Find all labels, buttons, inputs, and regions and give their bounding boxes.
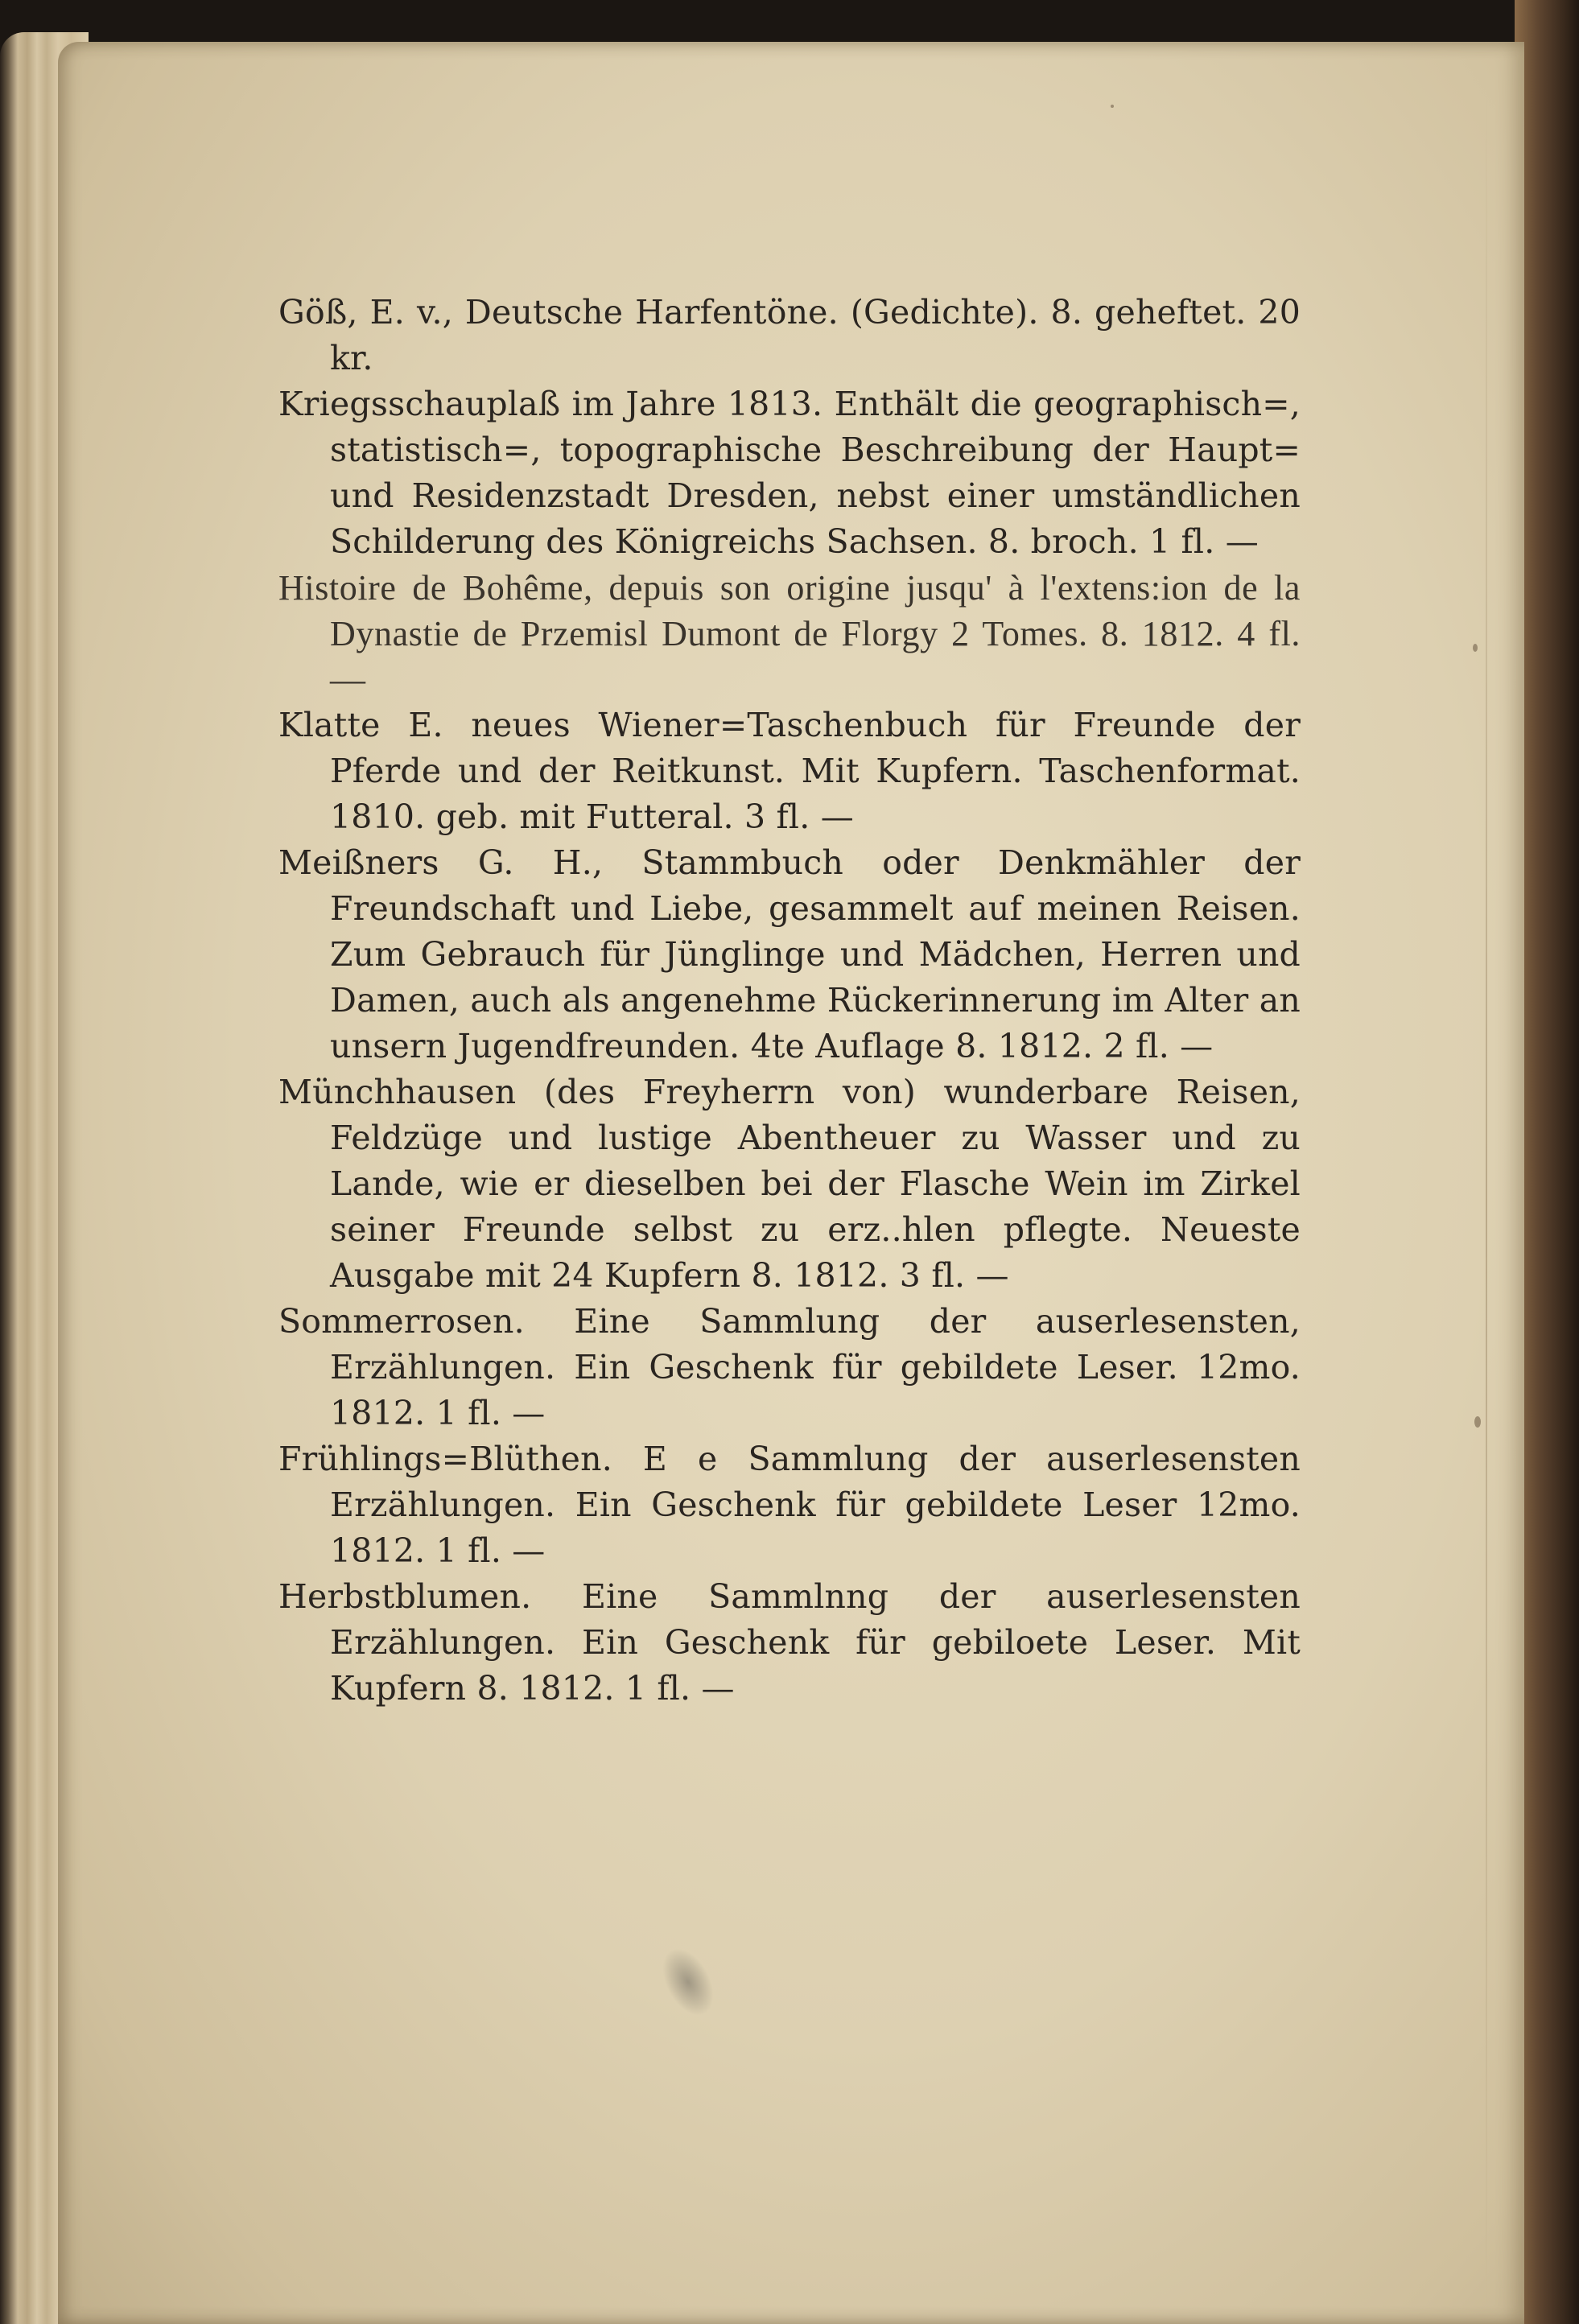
catalog-entry: Sommerrosen. Eine Sammlung der auserlesensten, Erzählungen. Ein Geschenk für gebildete Leser. 12mo. 1812. 1 fl. — [278, 1302, 1301, 1432]
page-fold [1486, 90, 1487, 2311]
catalog-entry: Histoire de Bohême, depuis son origine jusqu' à l'extens:ion de la Dynastie de Przemisl Dumont de Florgy 2 Tomes. 8. 1812. 4 fl. — [278, 568, 1301, 699]
catalog-entry: Münchhausen (des Freyherrn von) wunderbare Reisen, Feldzüge und lustige Abentheuer zu Wasser und zu Lande, wie er dieselben bei der Flasche Wein im Zirkel seiner Freunde selbst zu erz..hlen pflegte. Neueste Ausgabe mit 24 Kupfern 8. 1812. 3 fl. — [278, 1073, 1301, 1295]
catalog-entry: Klatte E. neues Wiener=Taschenbuch für Freunde der Pferde und der Reitkunst. Mit Kupfern. Taschenformat. 1810. geb. mit Futteral. 3 fl. — [278, 706, 1301, 836]
catalog-entry: Göß, E. v., Deutsche Harfentöne. (Gedichte). 8. geheftet. 20 kr. [278, 293, 1301, 377]
catalog-entry: Meißners G. H., Stammbuch oder Denkmähler der Freundschaft und Liebe, gesammelt auf meinen Reisen. Zum Gebrauch für Jünglinge und Mädchen, Herren und Damen, auch als angenehme Rückerinnerung im Alter an unsern Jugendfreunden. 4te Auflage 8. 1812. 2 fl. — [278, 843, 1301, 1065]
catalog-entry: Herbstblumen. Eine Sammlnng der auserlesensten Erzählungen. Ein Geschenk für gebiloete Leser. Mit Kupfern 8. 1812. 1 fl. — [278, 1577, 1301, 1708]
paper-speck [1111, 105, 1114, 108]
catalog-text [278, 290, 1301, 1712]
catalog-entry: Frühlings=Blüthen. E e Sammlung der auserlesensten Erzählungen. Ein Geschenk für gebildete Leser 12mo. 1812. 1 fl. — [278, 1440, 1301, 1570]
catalog-entry: Kriegsschauplaß im Jahre 1813. Enthält die geographisch=, statistisch=, topographische Beschreibung der Haupt= und Residenzstadt Dresden, nebst einer umständlichen Schilderung des Königreichs Sachsen. 8. broch. 1 fl. — [278, 385, 1301, 561]
book-binding [1515, 0, 1579, 2324]
paper-speck [1473, 644, 1478, 652]
paper-speck [1474, 1416, 1481, 1428]
